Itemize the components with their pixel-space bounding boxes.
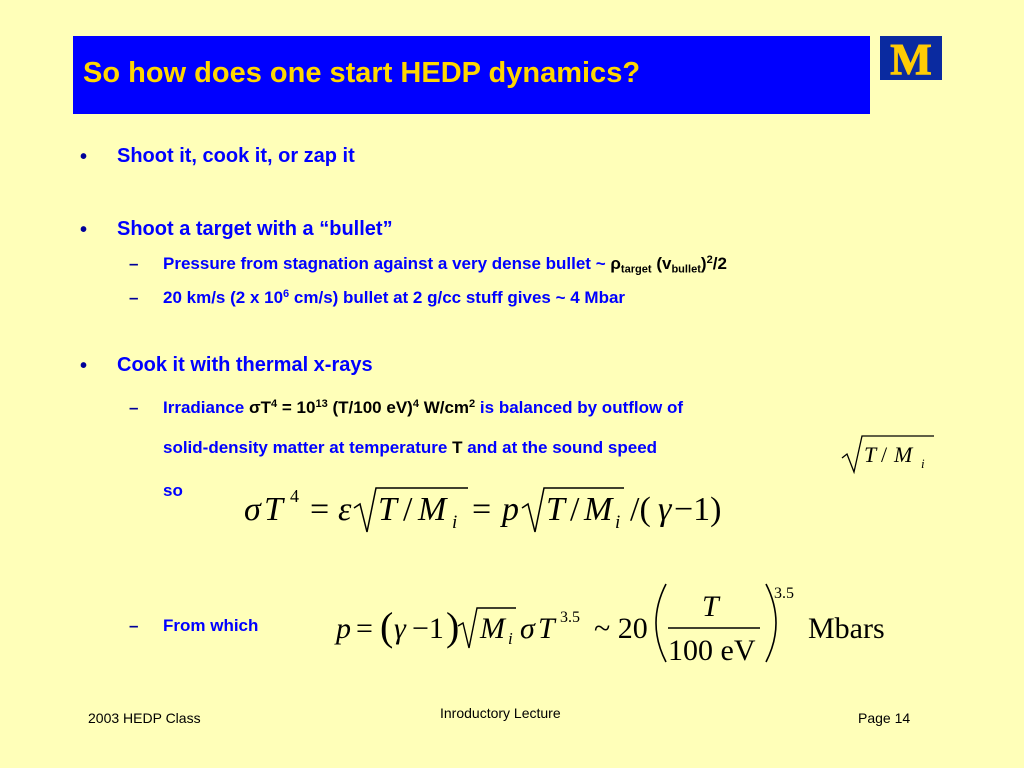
- sub-bullet-from-which: From which: [163, 616, 259, 635]
- svg-text:M: M: [418, 491, 447, 528]
- svg-text:M: M: [894, 442, 913, 467]
- sub-bullet-marker: –: [129, 616, 139, 635]
- bullet-marker: •: [80, 146, 88, 168]
- svg-text:/: /: [570, 491, 580, 528]
- svg-text:Mbars: Mbars: [808, 612, 885, 645]
- svg-text:ε: ε: [338, 491, 352, 528]
- sub-bullet-marker: –: [129, 398, 139, 417]
- svg-text:M: M: [480, 612, 505, 645]
- university-logo: [880, 36, 942, 80]
- svg-text:M: M: [584, 491, 613, 528]
- svg-text:i: i: [452, 512, 458, 533]
- footer-left: 2003 HEDP Class: [88, 710, 201, 726]
- svg-text:σ: σ: [244, 491, 261, 528]
- svg-text:~ 20: ~ 20: [594, 612, 648, 645]
- svg-text:i: i: [921, 456, 925, 471]
- svg-text:100 eV: 100 eV: [668, 634, 756, 667]
- bullet-2: Shoot a target with a “bullet”: [117, 218, 393, 240]
- sub-bullet-speed: 20 km/s (2 x $10^6$ cm/s) bullet at 2 g/cc stuff gives ~ 4 Mbar: [163, 287, 626, 307]
- svg-text:/(: /(: [630, 491, 651, 528]
- svg-text:T: T: [378, 491, 397, 528]
- svg-text:T: T: [702, 590, 719, 623]
- svg-text:−1): −1): [674, 491, 722, 528]
- svg-text:γ: γ: [394, 612, 406, 645]
- svg-text:/: /: [881, 442, 888, 467]
- svg-text:T: T: [864, 442, 877, 467]
- svg-text:T: T: [546, 491, 565, 528]
- equation-pressure: [330, 578, 900, 670]
- bullet-marker: •: [80, 219, 88, 241]
- sub-bullet-marker: –: [129, 254, 139, 273]
- svg-text:T: T: [538, 612, 555, 645]
- bullet-3: Cook it with thermal x-rays: [117, 354, 373, 376]
- svg-text:3.5: 3.5: [774, 585, 794, 602]
- svg-text:3.5: 3.5: [560, 609, 580, 626]
- sub-bullet-pressure: Pressure from stagnation against a very dense bullet ~ $\rho_{target}$ $(v_{bullet})^2/2$: [163, 253, 727, 276]
- svg-text:−1: −1: [412, 612, 444, 645]
- title-bar: [73, 36, 870, 114]
- sub-bullet-irradiance-line3: so: [163, 481, 183, 500]
- footer-center: Inroductory Lecture: [440, 705, 561, 721]
- equation-balance: [240, 480, 740, 540]
- svg-text:(: (: [380, 604, 394, 649]
- svg-text:=: =: [310, 491, 330, 528]
- svg-text:T: T: [264, 491, 283, 528]
- sub-bullet-irradiance-line2: solid-density matter at temperature T and at the sound speed: [163, 438, 658, 457]
- svg-text:=: =: [472, 491, 492, 528]
- svg-text:4: 4: [290, 486, 299, 506]
- sub-bullet-irradiance: Irradiance $\sigma T^4 = 10^{13}$ (T/100 eV)$^4$ $W/cm^2$ is balanced by outflow of: [163, 397, 683, 417]
- svg-text:i: i: [615, 512, 621, 533]
- bullet-1: Shoot it, cook it, or zap it: [117, 145, 355, 167]
- sub-bullet-marker: –: [129, 288, 139, 307]
- slide-title: So how does one start HEDP dynamics?: [83, 57, 641, 89]
- svg-text:): ): [446, 604, 460, 649]
- svg-text:i: i: [508, 629, 513, 648]
- svg-text:=: =: [356, 612, 373, 645]
- sound-speed-formula: [838, 432, 938, 476]
- svg-text:p: p: [502, 491, 519, 528]
- bullet-marker: •: [80, 355, 88, 377]
- svg-text:p: p: [336, 612, 351, 645]
- svg-text:γ: γ: [658, 491, 672, 528]
- svg-text:/: /: [403, 491, 413, 528]
- footer-page-number: Page 14: [858, 710, 911, 726]
- logo-letter: M: [890, 36, 932, 80]
- svg-text:σ: σ: [520, 612, 535, 645]
